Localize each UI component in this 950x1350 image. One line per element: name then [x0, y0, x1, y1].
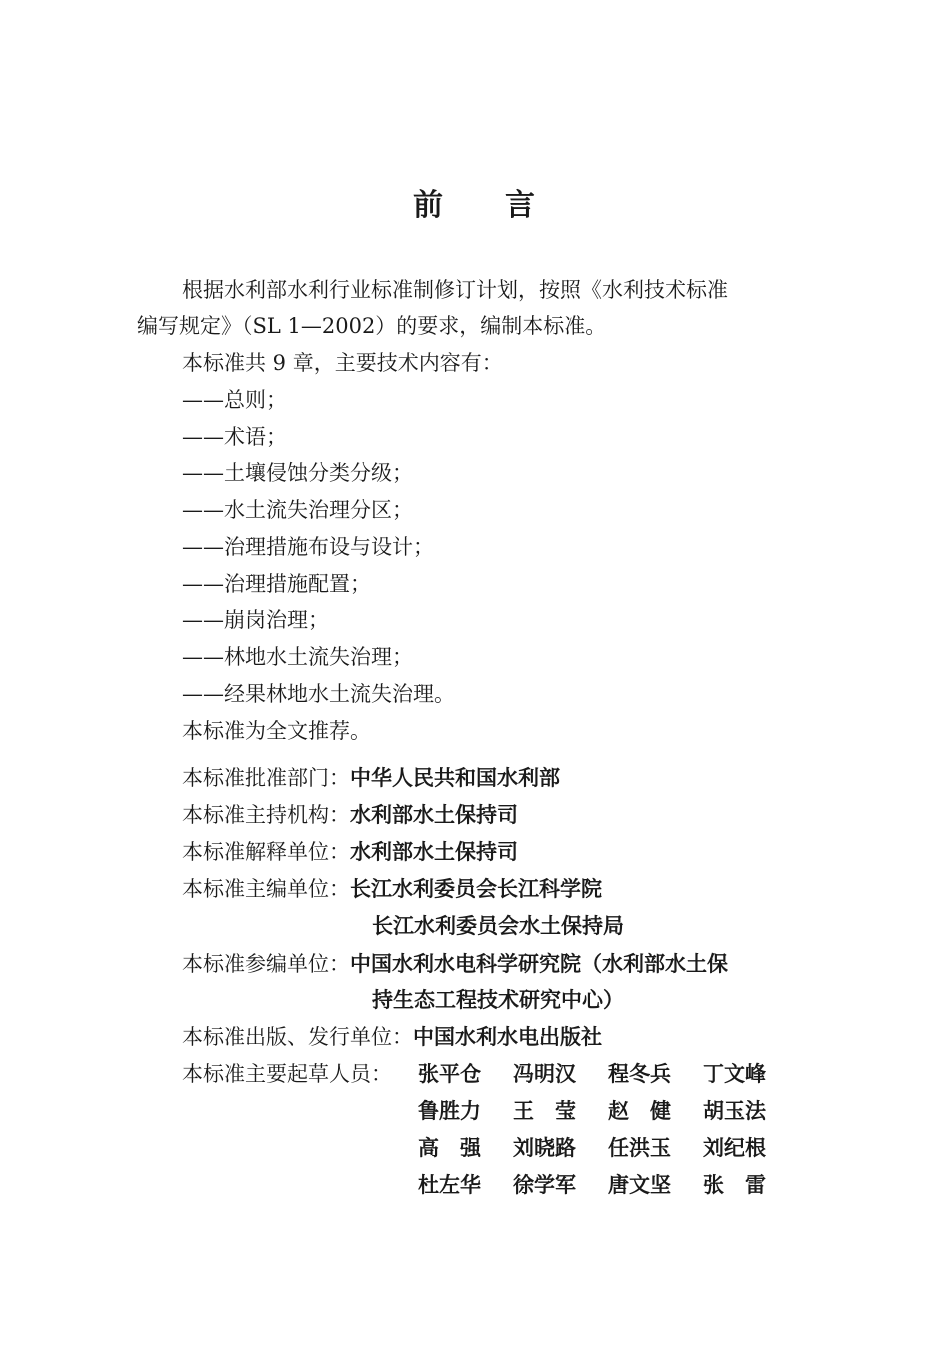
interpret-row — [182, 837, 518, 867]
drafter-name: 刘晓路 — [513, 1136, 576, 1160]
participate-row — [182, 949, 728, 979]
chapter-item: ——治理措施布设与设计； — [182, 535, 434, 559]
drafter-name: 唐文坚 — [608, 1173, 671, 1197]
recommend-statement: 本标准为全文推荐。 — [182, 719, 371, 743]
participate-label: 本标准参编单位： — [182, 952, 350, 976]
intro-line-1: 根据水利部水利行业标准制修订计划，按照《水利技术标准 — [182, 278, 728, 302]
drafter-name: 冯明汉 — [513, 1062, 576, 1086]
approval-label: 本标准批准部门： — [182, 766, 350, 790]
intro-line-2: 编写规定》（SL 1—2002）的要求，编制本标准。 — [137, 314, 607, 338]
drafter-name: 任洪玉 — [608, 1136, 671, 1160]
drafters-row — [418, 1133, 798, 1163]
participate-value-1: 中国水利水电科学研究院（水利部水土保 — [350, 952, 728, 976]
drafter-name: 王 莹 — [513, 1099, 576, 1123]
drafters-label: 本标准主要起草人员： — [182, 1062, 392, 1086]
host-value: 水利部水土保持司 — [350, 803, 518, 827]
chief-value-1: 长江水利委员会长江科学院 — [350, 877, 602, 901]
approval-value: 中华人民共和国水利部 — [350, 766, 560, 790]
chapter-item: ——林地水土流失治理； — [182, 645, 413, 669]
drafters-row — [418, 1096, 798, 1126]
drafter-name: 张 雷 — [703, 1173, 766, 1197]
chapter-item: ——总则； — [182, 388, 287, 412]
drafter-name: 高 强 — [418, 1136, 481, 1160]
drafter-name: 杜左华 — [418, 1173, 481, 1197]
drafter-name: 丁文峰 — [703, 1062, 766, 1086]
publish-label: 本标准出版、发行单位： — [182, 1025, 413, 1049]
interpret-value: 水利部水土保持司 — [350, 840, 518, 864]
publish-row — [182, 1022, 602, 1052]
host-label: 本标准主持机构： — [182, 803, 350, 827]
chief-value-2: 长江水利委员会水土保持局 — [372, 914, 624, 938]
title-char-2: 言 — [505, 188, 537, 223]
drafter-name: 鲁胜力 — [418, 1099, 481, 1123]
drafter-name: 张平仓 — [418, 1062, 481, 1086]
chapter-item: ——土壤侵蚀分类分级； — [182, 461, 413, 485]
chapter-item: ——水土流失治理分区； — [182, 498, 413, 522]
chapters-intro: 本标准共 9 章，主要技术内容有： — [182, 351, 503, 375]
approval-row — [182, 763, 560, 793]
drafters-row — [418, 1170, 798, 1200]
drafter-name: 徐学军 — [513, 1173, 576, 1197]
drafter-name: 胡玉法 — [703, 1099, 766, 1123]
publish-value: 中国水利水电出版社 — [413, 1025, 602, 1049]
drafter-name: 程冬兵 — [608, 1062, 671, 1086]
drafter-name: 刘纪根 — [703, 1136, 766, 1160]
drafters-row — [418, 1059, 798, 1089]
chapter-item: ——治理措施配置； — [182, 572, 371, 596]
participate-value-2: 持生态工程技术研究中心） — [372, 988, 624, 1012]
chief-label: 本标准主编单位： — [182, 877, 350, 901]
chief-row — [182, 874, 602, 904]
page-title — [0, 180, 950, 224]
chapter-item: ——经果林地水土流失治理。 — [182, 682, 455, 706]
drafter-name: 赵 健 — [608, 1099, 671, 1123]
chapter-item: ——崩岗治理； — [182, 608, 329, 632]
interpret-label: 本标准解释单位： — [182, 840, 350, 864]
title-char-1: 前 — [413, 188, 445, 223]
host-row — [182, 800, 518, 830]
chapter-item: ——术语； — [182, 425, 287, 449]
